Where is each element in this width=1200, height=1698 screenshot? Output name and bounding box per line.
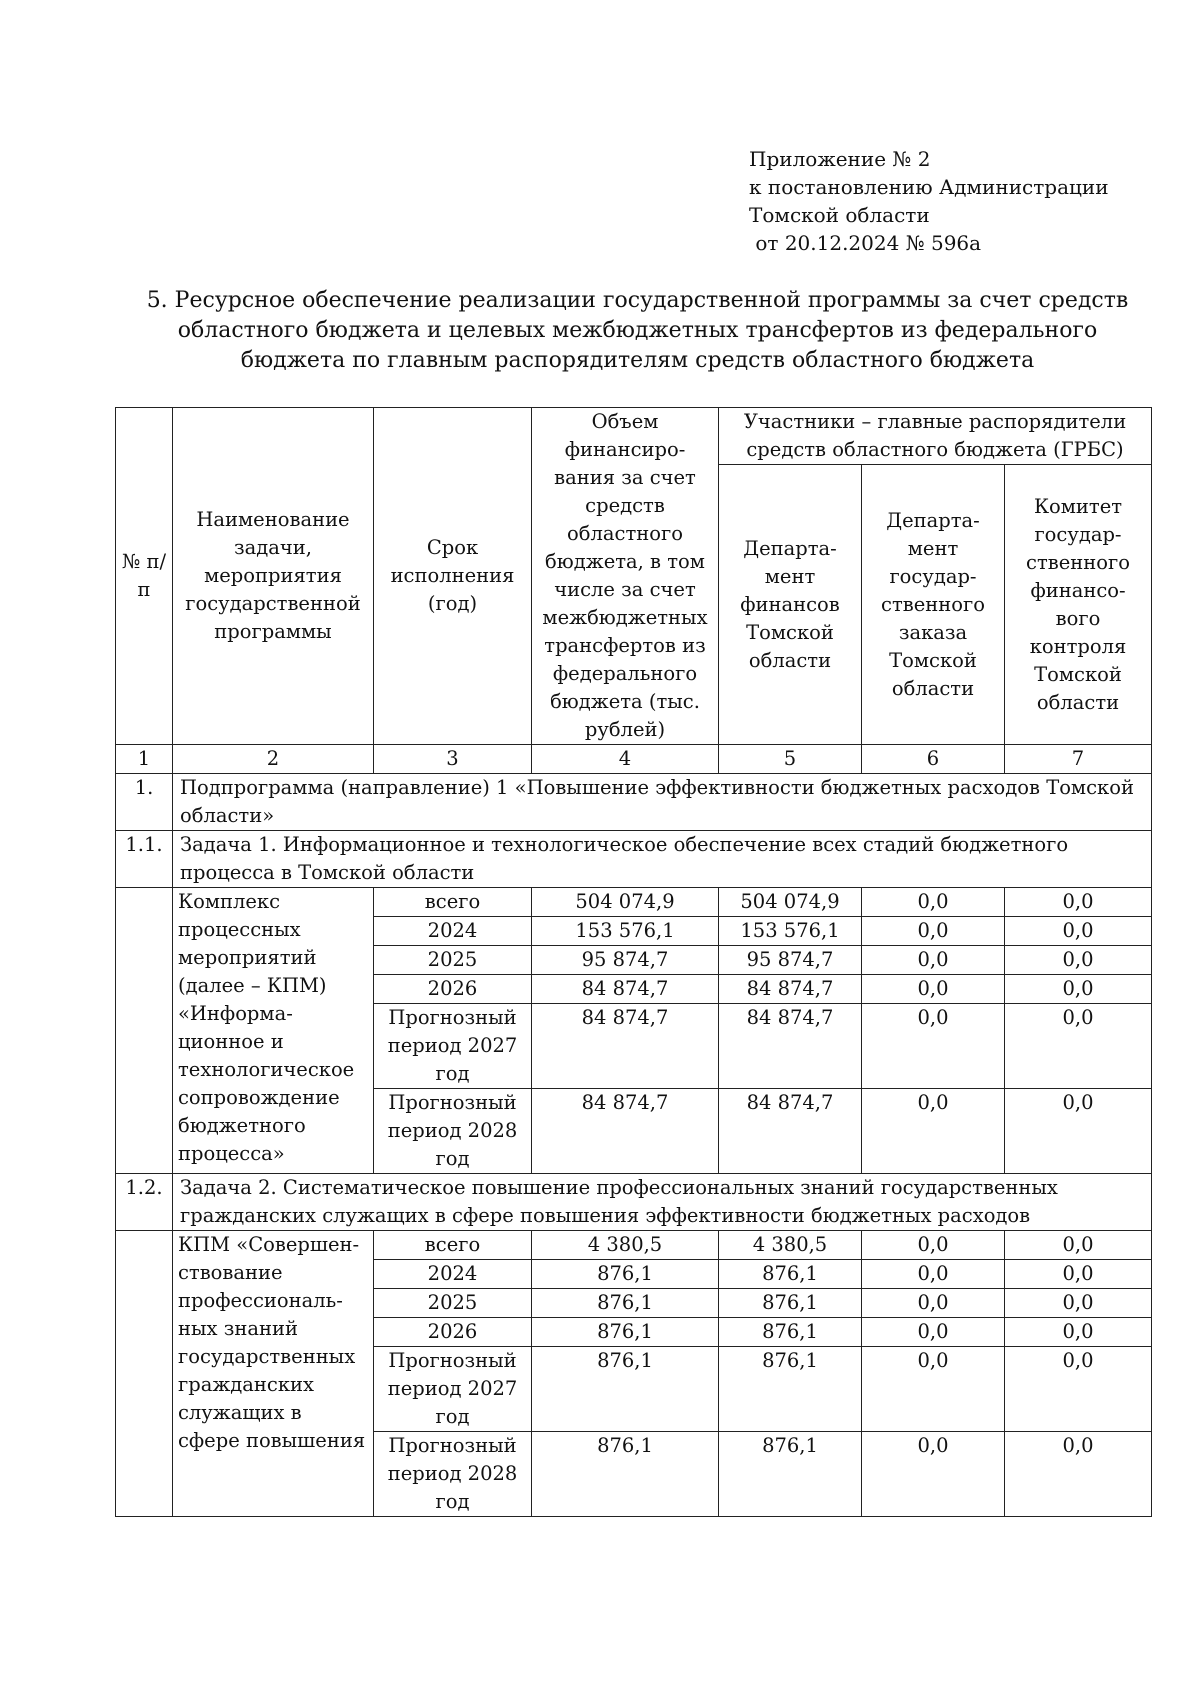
dep-zak-cell: 0,0 (862, 1231, 1005, 1260)
row-num-empty (116, 1231, 173, 1517)
annex-line: Приложение № 2 (749, 147, 931, 171)
period-cell: 2024 (374, 917, 532, 946)
kom-cell: 0,0 (1005, 1289, 1152, 1318)
period-cell: Прогнозный период 2028 год (374, 1089, 532, 1174)
task-row (116, 1174, 1152, 1231)
dep-zak-cell: 0,0 (862, 1432, 1005, 1517)
col-header-grbs-group: Участники – главные распорядители средств областного бюджета (ГРБС) (719, 408, 1152, 465)
period-cell: 2025 (374, 1289, 532, 1318)
subprogram-text: Подпрограмма (направление) 1 «Повышение эффективности бюджетных расходов Томской области» (173, 774, 1152, 831)
column-numbers-row (116, 745, 1152, 774)
dep-zak-cell: 0,0 (862, 946, 1005, 975)
kom-cell: 0,0 (1005, 888, 1152, 917)
kpm-name: КПМ «Совершен-ствование профессиональ-ных знаний государственных гражданских служащих в сфере повышения (173, 1231, 374, 1517)
period-cell: 2026 (374, 975, 532, 1004)
dep-fin-cell: 876,1 (719, 1318, 862, 1347)
total-cell: 876,1 (532, 1289, 719, 1318)
resource-table (115, 407, 1152, 1517)
column-number: 1 (116, 745, 173, 774)
annex-line: к постановлению Администрации (749, 175, 1109, 199)
kpm-name: Комплекс процессных мероприятий (далее – КПМ) «Информа-ционное и технологическое сопровождение бюджетного процесса» (173, 888, 374, 1174)
document-title (120, 286, 1155, 376)
column-number: 4 (532, 745, 719, 774)
column-number: 5 (719, 745, 862, 774)
total-cell: 84 874,7 (532, 1004, 719, 1089)
col-header-volume: Объем финансиро-вания за счет средств областного бюджета, в том числе за счет межбюджетных трансфертов из федерального бюджета (тыс. рублей) (532, 408, 719, 745)
row-num: 1.2. (116, 1174, 173, 1231)
col-header-period: Срок исполнения (год) (374, 408, 532, 745)
total-cell: 95 874,7 (532, 946, 719, 975)
title-line: бюджета по главным распорядителям средств областного бюджета (240, 348, 1035, 373)
task-text: Задача 2. Систематическое повышение профессиональных знаний государственных гражданских служащих в сфере повышения эффективности бюджетных расходов (173, 1174, 1152, 1231)
total-cell: 504 074,9 (532, 888, 719, 917)
total-cell: 876,1 (532, 1432, 719, 1517)
col-header-dep-fin: Департа-мент финансов Томской области (719, 465, 862, 745)
dep-zak-cell: 0,0 (862, 888, 1005, 917)
kom-cell: 0,0 (1005, 1347, 1152, 1432)
dep-zak-cell: 0,0 (862, 1318, 1005, 1347)
period-cell: 2025 (374, 946, 532, 975)
total-cell: 153 576,1 (532, 917, 719, 946)
col-header-kom: Комитет государ-ственного финансо-вого контроля Томской области (1005, 465, 1152, 745)
period-cell: всего (374, 888, 532, 917)
dep-fin-cell: 4 380,5 (719, 1231, 862, 1260)
dep-zak-cell: 0,0 (862, 975, 1005, 1004)
dep-fin-cell: 84 874,7 (719, 1004, 862, 1089)
dep-fin-cell: 84 874,7 (719, 975, 862, 1004)
period-cell: 2026 (374, 1318, 532, 1347)
dep-zak-cell: 0,0 (862, 1347, 1005, 1432)
column-number: 6 (862, 745, 1005, 774)
total-cell: 84 874,7 (532, 1089, 719, 1174)
table-row (116, 888, 1152, 917)
dep-fin-cell: 876,1 (719, 1432, 862, 1517)
table-row (116, 1231, 1152, 1260)
col-header-num: № п/п (116, 408, 173, 745)
period-cell: Прогнозный период 2027 год (374, 1347, 532, 1432)
row-num: 1.1. (116, 831, 173, 888)
total-cell: 4 380,5 (532, 1231, 719, 1260)
total-cell: 876,1 (532, 1318, 719, 1347)
period-cell: Прогнозный период 2028 год (374, 1432, 532, 1517)
kom-cell: 0,0 (1005, 975, 1152, 1004)
dep-zak-cell: 0,0 (862, 1260, 1005, 1289)
subprogram-row (116, 774, 1152, 831)
annex-block (749, 145, 1109, 257)
task-row (116, 831, 1152, 888)
total-cell: 84 874,7 (532, 975, 719, 1004)
column-number: 7 (1005, 745, 1152, 774)
annex-line: Томской области (749, 203, 930, 227)
kom-cell: 0,0 (1005, 1318, 1152, 1347)
dep-fin-cell: 876,1 (719, 1289, 862, 1318)
title-line: областного бюджета и целевых межбюджетных трансфертов из федерального (177, 318, 1098, 343)
column-number: 2 (173, 745, 374, 774)
dep-fin-cell: 876,1 (719, 1347, 862, 1432)
column-number: 3 (374, 745, 532, 774)
dep-zak-cell: 0,0 (862, 917, 1005, 946)
dep-zak-cell: 0,0 (862, 1004, 1005, 1089)
kom-cell: 0,0 (1005, 1004, 1152, 1089)
kom-cell: 0,0 (1005, 1260, 1152, 1289)
total-cell: 876,1 (532, 1260, 719, 1289)
task-text: Задача 1. Информационное и технологическое обеспечение всех стадий бюджетного процесса в Томской области (173, 831, 1152, 888)
dep-fin-cell: 504 074,9 (719, 888, 862, 917)
dep-fin-cell: 95 874,7 (719, 946, 862, 975)
dep-zak-cell: 0,0 (862, 1089, 1005, 1174)
row-num-empty (116, 888, 173, 1174)
row-num: 1. (116, 774, 173, 831)
dep-fin-cell: 153 576,1 (719, 917, 862, 946)
col-header-name: Наименование задачи, мероприятия государственной программы (173, 408, 374, 745)
dep-fin-cell: 876,1 (719, 1260, 862, 1289)
kom-cell: 0,0 (1005, 1432, 1152, 1517)
total-cell: 876,1 (532, 1347, 719, 1432)
period-cell: Прогнозный период 2027 год (374, 1004, 532, 1089)
period-cell: всего (374, 1231, 532, 1260)
header-row (116, 408, 1152, 465)
dep-fin-cell: 84 874,7 (719, 1089, 862, 1174)
kom-cell: 0,0 (1005, 917, 1152, 946)
period-cell: 2024 (374, 1260, 532, 1289)
title-line: 5. Ресурсное обеспечение реализации государственной программы за счет средств (146, 288, 1129, 313)
col-header-dep-zak: Департа-мент государ-ственного заказа Томской области (862, 465, 1005, 745)
annex-line: от 20.12.2024 № 596а (749, 231, 982, 255)
kom-cell: 0,0 (1005, 1231, 1152, 1260)
kom-cell: 0,0 (1005, 946, 1152, 975)
kom-cell: 0,0 (1005, 1089, 1152, 1174)
dep-zak-cell: 0,0 (862, 1289, 1005, 1318)
